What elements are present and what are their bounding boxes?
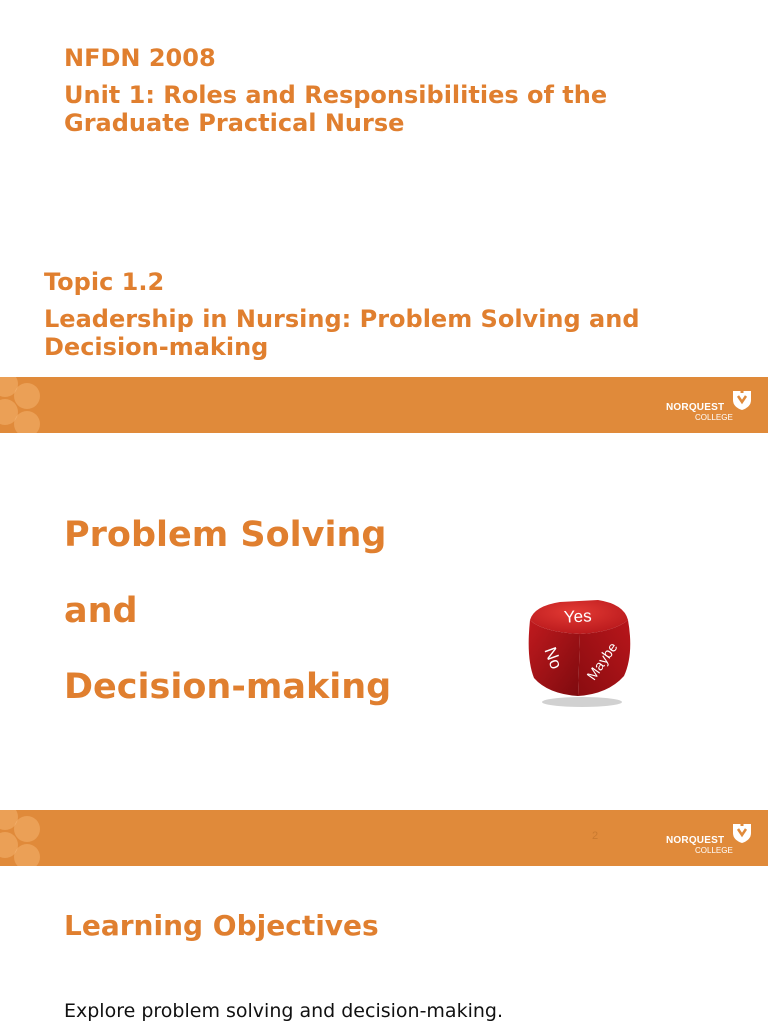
footer-band: [0, 810, 768, 866]
slide-heading-line: Problem Solving: [64, 515, 387, 555]
topic-title: Leadership in Nursing: Problem Solving and Decision-making: [44, 305, 640, 361]
norquest-logo: [666, 822, 752, 856]
learning-objectives-heading: Learning Objectives: [64, 909, 379, 942]
logo-name: NORQUEST: [666, 835, 725, 846]
pattern-dot: [14, 844, 40, 866]
norquest-logo: [666, 389, 752, 423]
logo-name: NORQUEST: [666, 402, 725, 413]
dice-face-right: Maybe: [583, 639, 621, 683]
unit-title: Unit 1: Roles and Responsibilities of the Graduate Practical Nurse: [64, 81, 608, 137]
dice-face-top: Yes: [563, 606, 593, 627]
decision-dice-image: [520, 598, 638, 708]
topic-number: Topic 1.2: [44, 268, 165, 296]
shield-icon: [732, 389, 752, 411]
pattern-dot: [14, 411, 40, 433]
course-code: NFDN 2008: [64, 44, 216, 72]
objective-item: Explore problem solving and decision-making.: [64, 1000, 503, 1022]
footer-band: [0, 377, 768, 433]
page-number: 2: [592, 830, 599, 842]
dice-face-left: No: [540, 644, 566, 672]
pattern-dot: [14, 816, 40, 842]
logo-sub: COLLEGE: [695, 846, 733, 855]
logo-sub: COLLEGE: [695, 413, 733, 422]
slide-heading-line: and: [64, 591, 138, 631]
pattern-dot: [14, 383, 40, 409]
slide-heading-line: Decision-making: [64, 667, 392, 707]
shield-icon: [732, 822, 752, 844]
